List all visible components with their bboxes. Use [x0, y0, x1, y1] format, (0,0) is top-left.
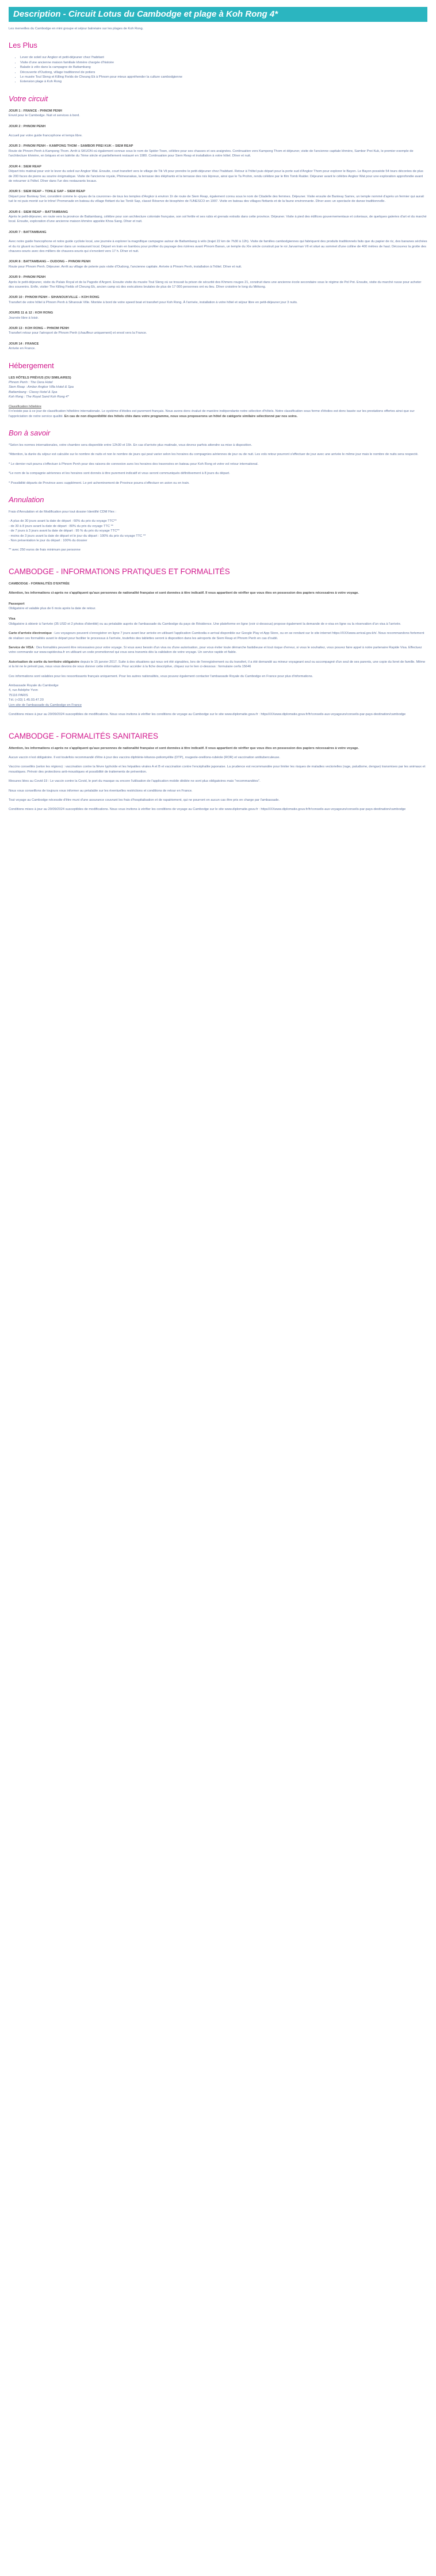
hotel-line: Koh Rong : The Royal Sand Koh Rong 4* [9, 395, 69, 399]
annulation-intro: Frais d'Annulation et de Modification pour tout dossier Identifié CDM Flex : [9, 510, 116, 514]
day-text: Avec notre guide francophone et notre guide cycliste local, une journée à explorer la magnifique campagne autour de Battambang à vélo (trajet 22 km de 7h30 à 12h). Visite de familles cambodgiennes qui fabriquent des produits traditionnels faits que du papier de riz, des bananes séchées et du riz gluant ou bambou). Déjeuner dans un restaurant local. Départ en train en bambou pour profiter du paysage des rizières avant Phnom Banan, un temple du XIe siècle construit par le roi Jarvarman VII et situé au sommet d'une colline de 400 mètres de haut. Découvrez la grotte des chauves-souris avec des milliers de chauves-souris qui s'envolent vers 17 h. Dîner et nuit. [9, 240, 427, 253]
day-block [9, 210, 427, 224]
day-text: Journée libre à loisir. [9, 316, 39, 320]
day-title: JOUR 4 : SIEM REAP [9, 165, 41, 169]
list-item: • Balade à vélo dans la campagne de Battambang [20, 65, 427, 70]
day-block [9, 189, 427, 204]
hotel-line: Phnom Penh : The Oera Hotel [9, 381, 53, 385]
autorisation-text: depuis le 15 janvier 2017. Suite à des situations qui nous ont été signalées, lors de l'enregistrement ou du transfert, il a été demandé au mineur voyageant seul ou accompagné d'un seul de ses parents, une copie du livret de famille. Même si la loi ne le prévoit pas, nous vous devons de vous donner cette information. Pour accéder à la fiche descriptive, cliquez sur le lien ci-dessous : formulaire cerfa 15646 [9, 660, 426, 669]
day-text: Après le petit-déjeuner, visite du Palais Royal et de la Pagode d'Argent. Ensuite visite du musée Toul Sleng où se trouvait la prison de sécurité des Khmers rouges 21, construit dans une ancienne école secondaire sous le régime de Pol Pot. Ensuite, visite du marché russe pour acheter des souvenirs. Enfin, visiter The Killing Fields of Cheung Ek, ancien camp où des exécutions brutales de plus de 17 000 personnes ont eu lieu. Dîner croisière le long du Mékong. [9, 280, 422, 289]
address-line: Tél. (+33) 1.45.03.47.20 [9, 698, 44, 702]
day-title: JOUR 2 : PHNOM PENH [9, 124, 46, 128]
savoir-heading: Bon à savoir [9, 428, 51, 437]
formalites-heading: CAMBODGE - INFORMATIONS PRATIQUES ET FORMALITÉS [9, 567, 230, 576]
autorisation-para [9, 660, 427, 670]
day-title: JOUR 7 : BATTAMBANG [9, 230, 47, 234]
day-text: Accueil par votre guide francophone et temps libre. [9, 134, 83, 138]
visa-service-text: Des formalités peuvent être nécessaires pour votre voyage. Si vous avez besoin d'un visa ou d'une autorisation, pour vous éviter toute démarche fastidieuse et tout risque d'erreur, si vous le souhaitez, vous pouvez faire appel à notre partenaire Rapide Visa. Effectuez votre commande sur www.rapidevisa.fr en utilisant un code promotionnel qui vous sera transmis dès la validation de votre voyage. Un service rapide et fiable. [9, 646, 422, 655]
annulation-line: - Non présentation le jour du départ : 100% du dossier [9, 538, 87, 542]
day-text: Arrivée en France. [9, 347, 36, 351]
savoir-para: * Possibilité départs de Province avec supplément. Le pré acheminement de Province pourra s'effectuer en avion ou en train. [9, 481, 190, 485]
list-item: • Lever de soleil sur Angkor et petit-déjeuner chez l'habitant [20, 55, 427, 60]
plus-heading: Les Plus [9, 41, 37, 50]
day-title: JOUR 8 : BATTAMBANG – OUDONG – PHNOM PENH [9, 260, 91, 264]
day-title: JOUR 6 : SIEM REAP – BATTAMBANG [9, 210, 68, 214]
formalites-notice: Attention, les informations ci-après ne s'appliquent qu'aux personnes de nationalité française et sont données à titre indicatif. Il vous appartient de vérifier que vous êtes en possession des papiers nécessaires à votre voyage. [9, 591, 359, 595]
day-text: Départ pour Banteay Srei, considéré comme le «joyau de la couronne» de tous les temples d'Angkor à environ 1h de route de Siem Reap, également connu sous le nom de Citadelle des femmes. Déjeuner. Visite ensuite de Banteay Samre, un temple nommé d'après un fermier qui aurait tué le roi puis monté sur le trône! Promenade en bateau du village flottant du lac Tonlé Sap, classé Réserve de biosphère de l'UNESCO en 1997. Visite en bateau des villages flottants et de la faune environnante. Dîner avec un spectacle de danse traditionnelle. [9, 194, 424, 204]
page-title: Description - Circuit Lotus du Cambodge et plage à Koh Rong 4* [9, 7, 427, 22]
day-title: JOUR 5 : SIEM REAP – TONLE SAP – SIEM REAP [9, 190, 86, 194]
sanitaires-para: Aucun vaccin n'est obligatoire. Il est toutefois recommandé d'être à jour des vaccins diphtérie-tétanos-poliomyélite (DTP), rougeole-oreillons-rubéole (ROR) et vaccination antituberculeuse. [9, 755, 280, 759]
day-block [9, 311, 427, 320]
sanitaires-para: Conditions mises à jour au 20/09/2024 susceptibles de modifications. Nous vous invitons à vérifier les conditions de voyage au Cambodge sur le site www.diplomatie.gouv.fr : httpsXXXwww.diplomatie.gouv.fr/fr/conseils-aux-voyageurs/conseils-par-pays-destination/cambodge [9, 808, 406, 812]
formalites-conditions: Conditions mises à jour au 20/09/2024 susceptibles de modifications. Nous vous invitons à vérifier les conditions de voyage au Cambodge sur le site www.diplomatie.gouv.fr : httpsXXXwww.diplomatie.gouv.fr/fr/conseils-aux-voyageurs/conseils-par-pays-destination/cambodge [9, 713, 406, 717]
list-item: • Découverte d'Oudong, village traditionnel de potiers [20, 70, 427, 75]
sanitaires-para: Nous vous conseillons de toujours vous informer au préalable sur les éventuelles restrictions et conditions de retour en France. [9, 789, 193, 793]
intro-text: Les merveilles du Cambodge en mini groupe et séjour balnéaire sur les plages de Koh Rong. [9, 27, 144, 30]
list-item: • Visite d'une ancienne maison familiale khmère chargée d'histoire [20, 60, 427, 65]
earrival-text: Les voyageurs peuvent s'enregistrer en ligne 7 jours avant leur arrivée en utilisant l'application Cambodia e-arrival disponible sur Google Play et App Store, ou en se rendant sur le site internet https://XXXwww.arrival.gov.kh/. Nous recommandons fortement de réaliser ces formalités avant le départ pour faciliter le processus à l'arrivée, toutefois des tablettes seront à disposition dans les aéroports de Siem Reap et Phnom Penh en cas d'oubli. [9, 632, 424, 640]
visa-title: Visa [9, 617, 16, 621]
day-title: JOUR 3 : PHNOM PENH – KAMPONG THOM – SAMBOR PREI KUK – SIEM REAP [9, 144, 133, 148]
day-block [9, 124, 427, 139]
classification-text [9, 409, 427, 419]
earrival-title: Carte d'arrivée électronique [9, 632, 52, 636]
address-line: Ambassade Royale du Cambodge [9, 684, 59, 688]
plus-list [20, 55, 427, 84]
classification-note: En cas de non disponibilité des hôtels cités dans votre programme, nous vous proposerons un hôtel de catégorie similaire sélectionné par nos soins. [64, 414, 298, 418]
annulation-line: - moins de 3 jours avant la date de départ et le jour du départ : 100% du prix du voyage TTC ** [9, 534, 146, 538]
savoir-para: *Le nom de la compagnie aériennes et les horaires sont donnés à titre purement indicatif et vous seront communiqués définitivement à 8 jours du départ. [9, 472, 230, 476]
day-block [9, 165, 427, 184]
visa-service-para: Service de VISA : Des formalités peuvent être nécessaires pour votre voyage. Si vous avez besoin d'un visa ou d'une autorisation, pour vous éviter toute démarche fastidieuse et tout risque d'erreur, si vous le souhaitez, vous pouvez faire appel à notre partenaire Rapide Visa. Effectuez votre commande sur www.rapidevisa.fr en utilisant un code promotionnel qui vous sera transmis dès la validation de votre voyage. Un service rapide et fiable. [9, 646, 422, 655]
day-title: JOUR 10 : PHNOM PENH – SIHANOUKVILLE – KOH RONG [9, 296, 100, 300]
day-block [9, 275, 427, 289]
passeport-text: Obligatoire et valable plus de 6 mois après la date de retour. [9, 607, 96, 610]
sanitaires-para: Mesures liées au Covid-19 : Le vaccin contre la Covid, le port du masque ou encore l'utilisation de l'application mobile dédiée ne sont plus obligatoires mais "recommandées". [9, 779, 261, 783]
day-title: JOUR 13 : KOH RONG – PHNOM PENH [9, 327, 69, 331]
day-block [9, 326, 427, 336]
day-block [9, 259, 427, 269]
day-text: Départ très matinal pour voir le lever du soleil sur Angkor Wat. Ensuite, court transfert vers le village de Tik Vil pour prendre le petit-déjeuner chez l'habitant. Retour à l'hôtel puis départ pour la porte sud d'Angkor Thom pour explorer le Bayon. Le Bayon possède 54 tours décorées de plus de 200 faces de pierre au sourire énigmatique. Visite de l'ancienne royale, Phimeanakas, la terrasse des éléphants et la terrasse des rois lépreux, ainsi que le Ta Prohm, rendu célèbre par le film Tomb Raider. Déjeuner avant le célèbre Angkor Wat pour une exploration approfondie avant de retourner à l'hôtel. Dîner dans l'un des restaurants locaux. [9, 170, 423, 183]
day-text: Transfert retour pour l'aéroport de Phnom Penh (chauffeur uniquement) et envol vers la France. [9, 331, 147, 335]
day-text: Envol pour le Cambodge. Nuit et services à bord. [9, 114, 80, 118]
annulation-line: - de 7 jours à 3 jours avant la date de départ : 95 % du prix du voyage TTC** [9, 529, 120, 533]
embassy-link[interactable]: Lien site de l'ambassade du Cambodge en France [9, 703, 82, 707]
classification-body: Il n'existe pas à ce jour de classification hôtelière internationale. Le système d'étoiles est purement français. Nous avons donc évalué de manière indépendante notre sélection d'hôtels. Notre classification sous forme d'étoiles est donc basée sur les prestations offertes ainsi que sur l'appréciation de notre service qualité. [9, 410, 415, 418]
visa-text: Obligatoire à obtenir à l'arrivée (35 USD et 2 photos d'identité) ou au préalable auprès de l'ambassade du Cambodge du pays de Résidence. Une plateforme en ligne (voir ci-dessous) propose également la demande de e-visa en ligne ou la réservation d'un visa à l'arrivée. [9, 622, 401, 626]
sanitaires-heading: CAMBODGE - FORMALITÉS SANITAIRES [9, 731, 159, 740]
autorisation-title: Autorisation de sortie du territoire obligatoire [9, 660, 79, 664]
sanitaires-notice: Attention, les informations ci-après ne s'appliquent qu'aux personnes de nationalité française et sont données à titre indicatif. Il vous appartient de vérifier que vous êtes en possession des papiers nécessaires à votre voyage. [9, 746, 359, 750]
visa-service-title: Service de VISA [9, 646, 34, 650]
formalites-subtitle: CAMBODGE - FORMALITÉS D'ENTRÉE [9, 582, 70, 586]
savoir-para: *Selon les normes internationales, votre chambre sera disponible entre 12h30 et 15h. En cas d'arrivée plus matinale, vous devrez parfois attendre sa mise à disposition. [9, 443, 253, 447]
day-block [9, 342, 427, 351]
annulation-footnote: ** avec 250 euros de frais minimum par personne [9, 548, 81, 552]
earrival-para: Carte d'arrivée électronique : Les voyageurs peuvent s'enregistrer en ligne 7 jours avant leur arrivée en utilisant l'application Cambodia e-arrival disponible sur Google Play et App Store, ou en se rendant sur le site internet https://XXXwww.arrival.gov.kh/. Nous recommandons fortement de réaliser ces formalités avant le départ pour faciliter le processus à l'arrivée, toutefois des tablettes seront à disposition dans les aéroports de Siem Reap et Phnom Penh en cas d'oubli. [9, 632, 424, 640]
annulation-heading: Annulation [9, 495, 44, 504]
day-block [9, 230, 427, 254]
annulation-line: - de 30 à 8 jours avant la date de départ : 80% du prix du voyage TTC ** [9, 524, 114, 528]
savoir-para: *Attention, la durée du séjour est calculée sur le nombre de nuits et non le nombre de jours qui peut varier selon les horaires du compagnies aériennes de jour ou de nuit. Les vols retour pourront s'effectuer de jour avec une arrivée le même jour mais le nombre de nuits sera respecté. [9, 453, 419, 457]
day-text: Transfert de votre hôtel à Phnom Penh à Sihanouk Ville. Montée à bord de votre speed boat et transfert pour Koh Rong. À l'arrivée, installation à votre hôtel et séjour libre en petit-déjeuner jour 3 nuits. [9, 300, 298, 304]
day-text: Route de Phnom Penh à Kampong Thom. Arrêt à SKUON où également connue sous le nom de Spider Town, célèbre pour ses chasses et ses araignées. Continuation vers Kampong Thom et déjeuner, visite de l'ancienne capitale khmère, Sambor Prei Kuk, le premier exemple de l'architecture khmère, en briques et en latérite du 7ème siècle et partiellement restauré en 1980. Continuation pour Siem Reap et installation à votre hôtel. Dîner et nuit. [9, 149, 414, 158]
list-item: • Extension plage à Koh Rong [20, 79, 427, 84]
day-title: JOUR 9 : PHNOM PENH [9, 276, 46, 280]
hotel-line: Siem Reap : Amber Angkor Villa Hotel & Spa [9, 385, 74, 389]
savoir-para: * Le dernier nuit pourra s'effectuer à Phnom Penh pour des raisons de connexion avec les horaires des traversées en bateau pour Koh Rong et votre vol retour international. [9, 462, 259, 466]
sanitaires-para: Vaccins conseillés (selon les régions) : vaccination contre la fièvre typhoïde et les hépatites virales A et B et vaccination contre l'encéphalite japonaise. La prudence est recommandée pour limiter les risques de maladies vectorielles (rage, paludisme, dengue) transmises par les animaux et moustiques. Prévoir des protections anti-moustiques et possibilité de traitements de prévention. [9, 765, 426, 774]
address-line: 4, rue Adolphe Yvon [9, 689, 38, 693]
annulation-line: - A plus de 30 jours avant la date de départ : 60% du prix du voyage TTC** [9, 519, 117, 523]
passeport-title: Passeport [9, 602, 25, 606]
hotels-heading: LES HÔTELS PRÉVUS (OU SIMILAIRES) [9, 376, 71, 380]
day-title: JOUR 14 : FRANCE [9, 342, 39, 346]
day-text: Après le petit-déjeuner, en route vers la province de Battambang, célèbre pour son architecture coloniale française, son sol fertile et ses rubis et grenats extraits dans cette province. Déjeuner. Visite à pied des édifices gouvernementaux et coloniaux, de quelques galeries d'art et du marché local. Ensuite, exploration d'une ancienne maison khmère appelée Khoa Sang. Dîner et nuit. [9, 215, 427, 224]
page [0, 0, 436, 831]
day-title: JOUR 1 : FRANCE - PHNOM PENH [9, 109, 62, 113]
address-line: 75116 PARIS [9, 693, 28, 697]
circuit-heading: Votre circuit [9, 94, 48, 103]
hebergement-heading: Hébergement [9, 361, 54, 370]
list-item: • Le musée Toul Sleng et Killing Fields de Cheung Ek à Phnom pour mieux appréhender la culture cambodgienne [20, 75, 427, 79]
day-block [9, 109, 427, 119]
day-block [9, 144, 427, 158]
sanitaires-para: Tout voyage au Cambodge nécessite d'être muni d'une assurance couvrant les frais d'hospitalisation et de rapatriement, qui ne pourront en aucun cas être pris en charge par l'ambassade. [9, 798, 280, 802]
day-title: JOURS 11 & 12 : KOH RONG [9, 311, 53, 315]
day-text: Route pour Phnom Penh. Déjeuner. Arrêt au village de poterie puis visite d'Oudong, l'ancienne capitale. Arrivée à Phnom Penh, installation à l'hôtel. Dîner et nuit. [9, 265, 242, 269]
formalites-closing: Ces informations sont valables pour les ressortissants français uniquement. Pour les autres nationalités, vous pouvez également contacter l'ambassade Royale du Cambodge en France pour plus d'informations. [9, 674, 313, 678]
hotel-line: Battambang : Classy Hotel & Spa [9, 390, 58, 394]
itinerary [9, 109, 427, 351]
classification-heading: Classification hôtelière [9, 404, 41, 408]
day-block [9, 295, 427, 305]
